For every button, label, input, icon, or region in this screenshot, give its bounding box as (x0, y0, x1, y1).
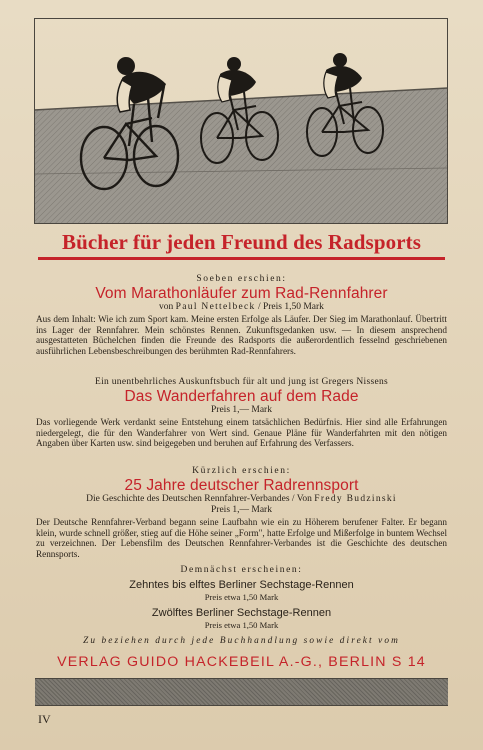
book2-intro: Ein unentbehrliches Auskunftsbuch für alt und jung ist Gregers Nissens (94, 377, 389, 387)
upcoming-item-title: Zehntes bis elftes Berliner Sechstage-Rennen (129, 579, 354, 591)
headline-rule (38, 257, 445, 260)
three-track-cyclists-icon (34, 18, 448, 224)
publisher-imprint: VERLAG GUIDO HACKEBEIL A.-G., BERLIN S 14 (57, 654, 426, 670)
book1-description: Aus dem Inhalt: Wie ich zum Sport kam. Meine ersten Erfolge als Läufer. Der Sieg im Marathonlauf. Übertritt ins Lager der Rennfahrer. Mein schönstes Rennen. Zukunftsgedanken usw. — In diesem ansprechend ausgestatteten Büchelchen finden die Freunde des Radsports die außerordentlich fesselnd geschriebenen ausführlichen Lebensbeschreibungen des berühmten Rad-Rennfahrers. (36, 314, 447, 356)
book1-price: / Preis 1,50 Mark (255, 302, 324, 312)
book3-description: Der Deutsche Rennfahrer-Verband begann seine Laufbahn wie ein zu Höherem berufener Falter. Er begann klein, wurde schnell größer, stieg auf die Höhe seiner „Form", hatte Erfolge und Mißerfolge in buntem Wechsel zu verzeichnen. Der Lebensfilm des Deutschen Rennfahrer-Verbandes ist die Geschichte des deutschen Rennsports. (36, 517, 447, 559)
book-entry-marathon (36, 274, 447, 356)
book1-byline-pre: von (159, 302, 176, 312)
book3-author: Fredy Budzinski (314, 494, 397, 504)
book3-kicker: Kürzlich erschien: (192, 466, 291, 476)
book2-description: Das vorliegende Werk verdankt seine Entstehung einem tatsächlichen Bedürfnis. Hier sind alle Erfahrungen niedergelegt, die für den Wanderfahrer von Wert sind. Genaue Pläne für Wanderfahrten mit den nötigen Angaben über Karten usw. sind beigegeben und beruhen auf Erfahrung des Verfassers. (36, 417, 447, 449)
availability-note: Zu beziehen durch jede Buchhandlung sowie direkt vom (83, 636, 400, 646)
book3-subtitle-pre: Die Geschichte des Deutschen Rennfahrer-Verbandes / Von (86, 494, 315, 504)
book1-title: Vom Marathonläufer zum Rad-Rennfahrer (95, 285, 388, 302)
upcoming-item-title: Zwölftes Berliner Sechstage-Rennen (151, 607, 332, 619)
book3-subtitle (36, 494, 447, 505)
upcoming-item-price: Preis etwa 1,50 Mark (204, 592, 279, 602)
catalog-headline: Bücher für jeden Freund des Radsports (62, 230, 421, 254)
book2-price: Preis 1,— Mark (211, 405, 272, 415)
book1-kicker: Soeben erschien: (196, 274, 287, 284)
page-number: IV (38, 712, 51, 726)
decorative-band (35, 678, 448, 706)
book3-title: 25 Jahre deutscher Radrennsport (124, 477, 359, 494)
upcoming-item-price: Preis etwa 1,50 Mark (204, 620, 279, 630)
book-entry-radrennsport (36, 466, 447, 559)
book2-title: Das Wanderfahren auf dem Rade (124, 388, 359, 405)
upcoming-section (36, 565, 447, 630)
book1-byline (36, 302, 447, 313)
book3-price: Preis 1,— Mark (211, 505, 272, 515)
upcoming-kicker: Demnächst erscheinen: (180, 565, 303, 575)
book-entry-wanderfahren (36, 377, 447, 449)
book1-author: Paul Nettelbeck (175, 302, 256, 312)
